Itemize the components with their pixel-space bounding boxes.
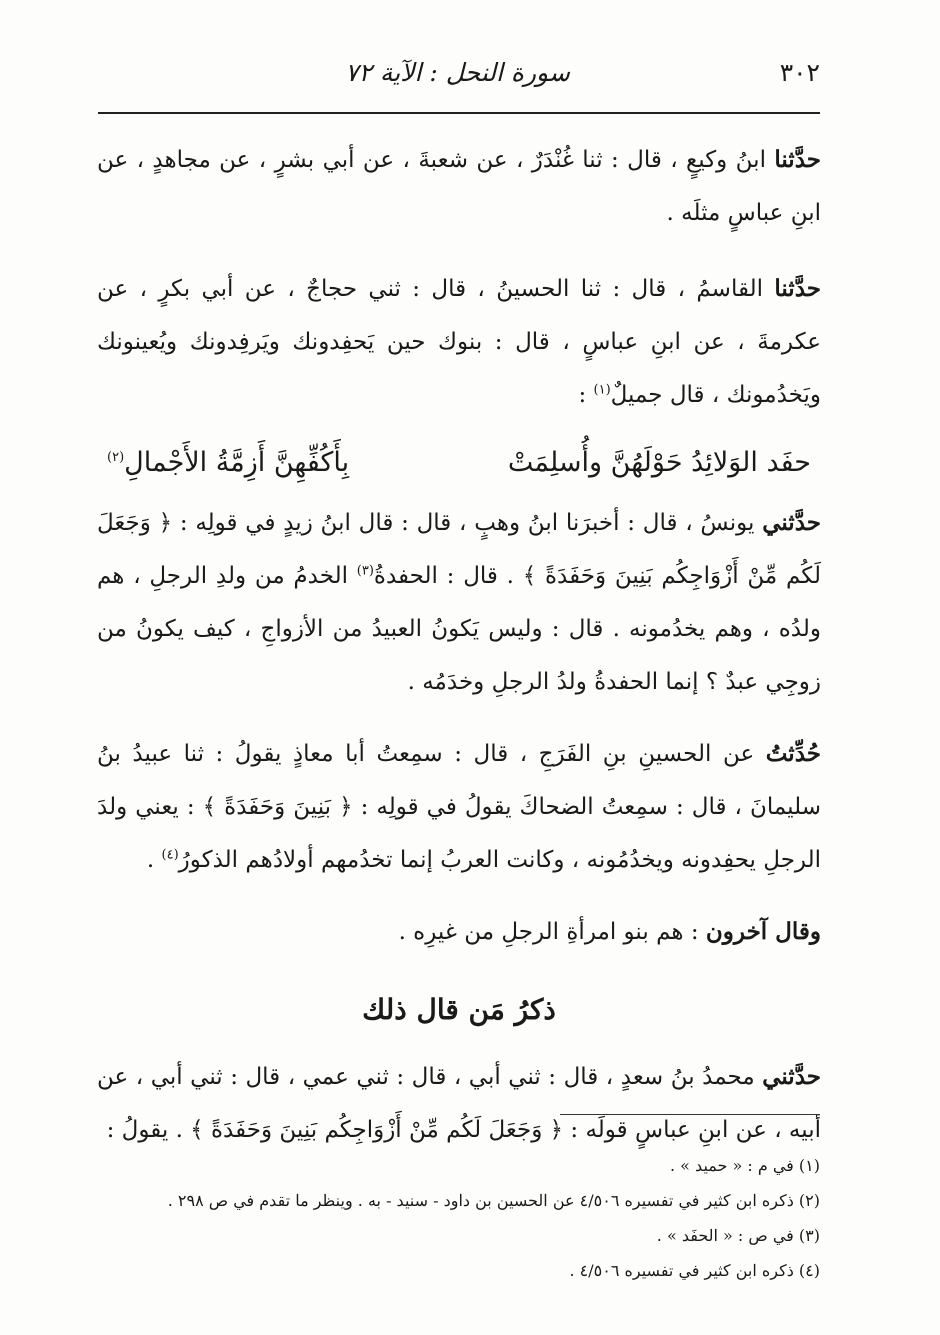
- footnote: (٣) في ص : « الحفَد » .: [656, 1226, 820, 1245]
- paragraph: [97, 262, 821, 422]
- paragraph-lead: حدَّثني: [762, 1063, 821, 1090]
- poetry-verse: [97, 434, 821, 492]
- footnotes: [97, 1148, 820, 1288]
- footnote-rule: [560, 1114, 820, 1115]
- paragraph-text: : هم بنو امرأةِ الرجلِ من غيرِه .: [398, 919, 706, 945]
- running-header: [95, 52, 820, 98]
- paragraph-text: .: [146, 847, 162, 873]
- paragraph-text: يونسُ ، قال : أخبرَنا ابنُ وهبٍ ، قال : قال ابنُ زيدٍ في قولِه : ﴿ وَجَعَلَ لَكُم مِّنْ أَزْوَاجِكُم بَنِينَ وَحَفَدَةً ﴾ . قال : الحفدةُ: [97, 510, 821, 589]
- footnote: (١) في م : « حميد » .: [670, 1156, 820, 1175]
- verse-second-hemistich: بِأَكُفِّهِنَّ أَزِمَّةُ الأَجْمالِ: [124, 447, 350, 478]
- header-rule: [98, 112, 820, 114]
- paragraph: [97, 905, 821, 959]
- paragraph-lead: حدَّثنا: [774, 275, 821, 302]
- footnote-ref[interactable]: (١): [593, 382, 611, 398]
- footnote: (٢) ذكره ابن كثير في تفسيره ٤/٥٠٦ عن الحسين بن داود - سنيد - به . وينظر ما تقدم في ص ٢٩٨ .: [167, 1191, 820, 1210]
- paragraph-text: ابنُ وكيعٍ ، قال : ثنا غُنْدَرٌ ، عن شعبةَ ، عن أبي بشرٍ ، عن مجاهدٍ ، عن ابنِ عباسٍ مثلَه .: [97, 147, 821, 226]
- paragraph-text: عن الحسينِ بنِ الفَرَجِ ، قال : سمِعتُ أبا معاذٍ يقولُ : ثنا عبيدُ بنُ سليمانَ ، قال : سمِعتُ الضحاكَ يقولُ في قولِه : ﴿ بَنِينَ وَحَفَدَةً ﴾ : يعني ولدَ الرجلِ يحفِدونه ويخدُمُونه ، وكانت العربُ إنما تخدُمهم أولادُهم الذكورُ: [97, 741, 821, 873]
- footnote-ref[interactable]: (٤): [161, 847, 179, 863]
- verse-first-hemistich: حفَد الوَلائِدُ حَوْلَهُنَّ وأُسلِمَتْ: [507, 447, 811, 478]
- section-heading: ذكرُ مَن قال ذلك: [362, 993, 556, 1026]
- paragraph-lead: حدَّثنا: [774, 146, 821, 173]
- paragraph: [97, 496, 821, 709]
- page-number: ٣٠٢: [779, 58, 820, 87]
- paragraph-lead: حُدِّثتُ: [765, 740, 821, 767]
- paragraph-lead: حدَّثني: [762, 509, 821, 536]
- paragraph-text: :: [578, 382, 594, 408]
- paragraph-text: القاسمُ ، قال : ثنا الحسينُ ، قال : ثني حجاجٌ ، عن أبي بكرٍ ، عن عكرمةَ ، عن ابنِ عباسٍ ، قال : بنوك حين يَحفِدونك ويَرفِدونك ويُعينونك ويَخدُمونك ، قال جميلٌ: [97, 276, 821, 408]
- paragraph: [97, 1050, 821, 1157]
- footnote-ref[interactable]: (٢): [107, 450, 125, 465]
- paragraph-lead: وقال آخرون: [705, 918, 821, 945]
- footnote-ref[interactable]: (٣): [356, 563, 374, 579]
- paragraph-text: محمدُ بنُ سعدٍ ، قال : ثني أبي ، قال : ثني عمي ، قال : ثني أبي ، عن أبيه ، عن ابنِ عباسٍ قولَه : ﴿ وَجَعَلَ لَكُم مِّنْ أَزْوَاجِكُم بَنِينَ وَحَفَدَةً ﴾ . يقولُ :: [97, 1064, 821, 1143]
- main-text: [97, 133, 821, 1157]
- paragraph-text: الخدمُ من ولدِ الرجلِ ، هم ولدُه ، وهم يخدُمونه . قال : وليس يَكونُ العبيدُ من الأزواجِ ، كيف يكونُ من زوجِي عبدٌ ؟ إنما الحفدةُ ولدُ الرجلِ وخدَمُه .: [97, 563, 821, 695]
- paragraph: [97, 133, 821, 240]
- footnote: (٤) ذكره ابن كثير في تفسيره ٤/٥٠٦ .: [569, 1261, 820, 1280]
- paragraph: [97, 727, 821, 887]
- header-title: سورة النحل : الآية ٧٢: [345, 58, 570, 87]
